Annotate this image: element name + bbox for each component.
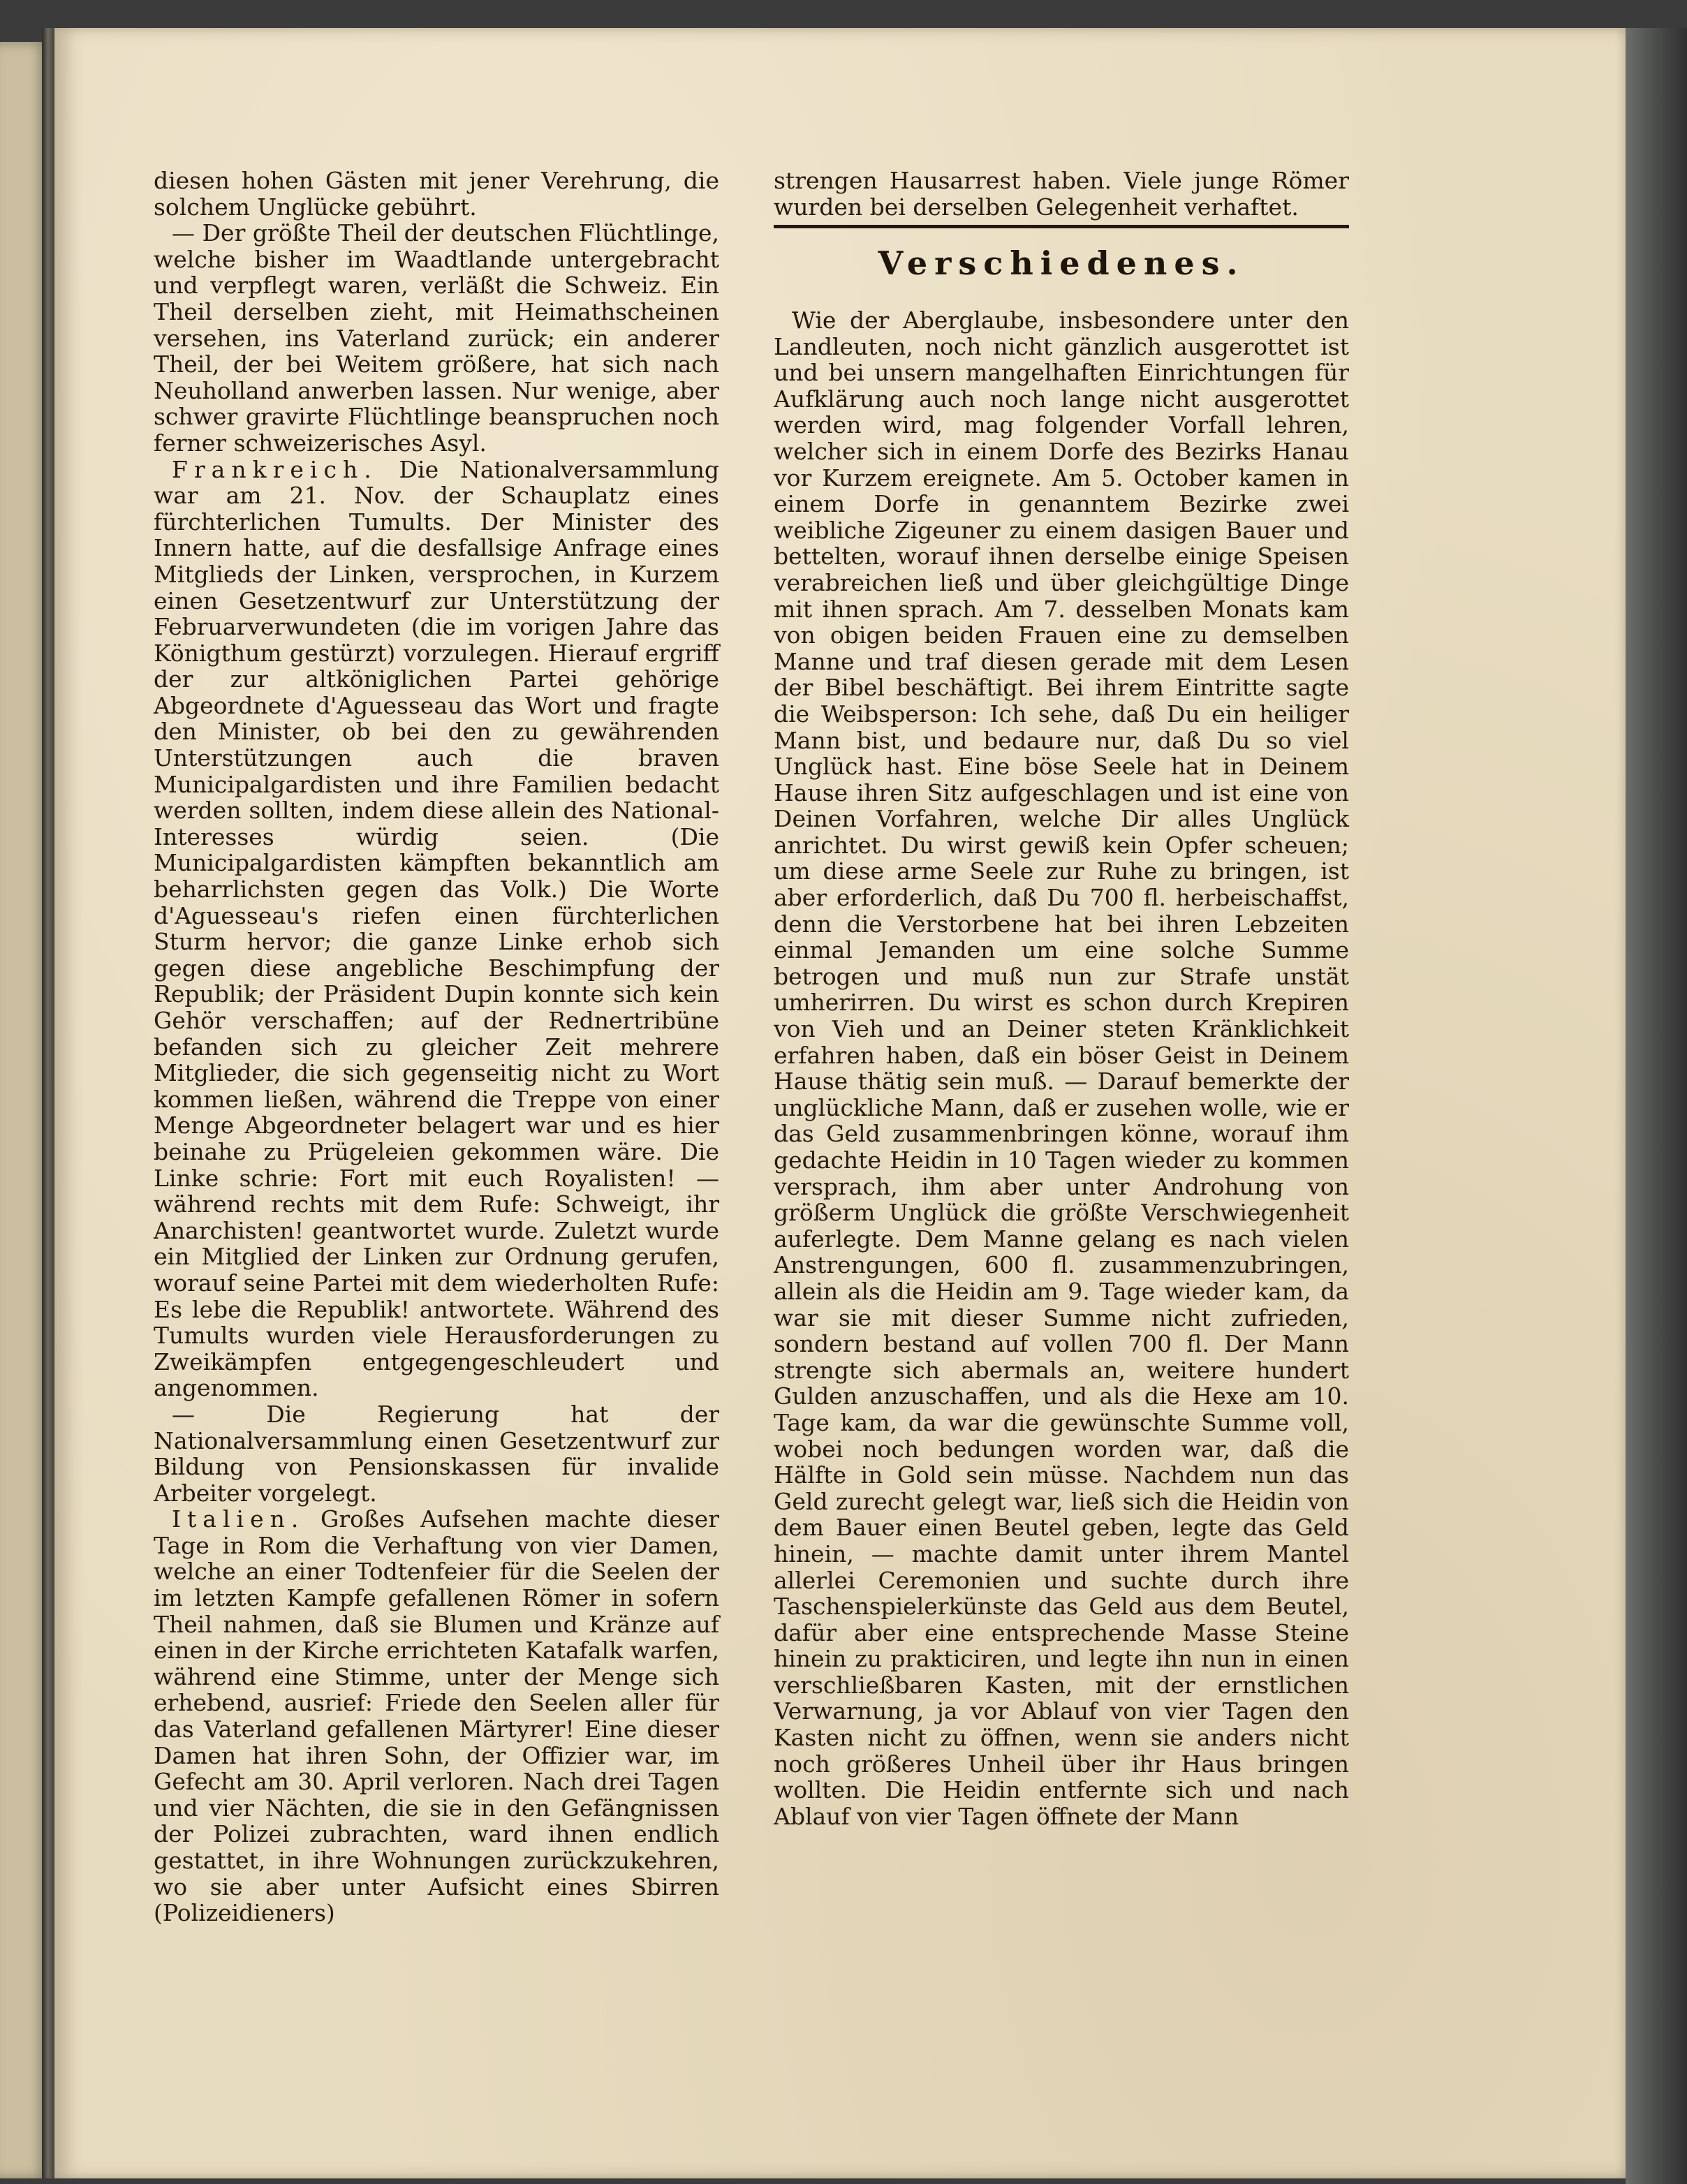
paragraph: strengen Hausarrest haben. Viele junge Römer wurden bei derselben Gelegenheit verhaftet. <box>774 167 1349 221</box>
book-cover-edge <box>1626 28 1687 2184</box>
paragraph: diesen hohen Gästen mit jener Verehrung, die solchem Unglücke gebührt. <box>154 167 719 221</box>
country-lead: Italien. <box>172 1505 305 1533</box>
left-text-column <box>154 168 719 1926</box>
paragraph-italien: Italien. Großes Aufsehen machte dieser Tage in Rom die Verhaftung von vier Damen, welche an einer Todtenfeier für die Seelen der im letzten Kampfe gefallenen Römer in sofern Theil nahmen, daß sie Blumen und Kränze auf einen in der Kirche errichteten Katafalk warfen, während eine Stimme, unter der Menge sich erhebend, ausrief: Friede den Seelen aller für das Vaterland gefallenen Märtyrer! Eine dieser Damen hat ihren Sohn, der Offizier war, im Gefecht am 30. April verloren. Nach drei Tagen und vier Nächten, die sie in den Gefängnissen der Polizei zubrachten, ward ihnen endlich gestattet, in ihre Wohnungen zurückzukehren, wo sie aber unter Aufsicht eines Sbirren (Polizeidieners) <box>154 1505 719 1927</box>
paragraph: Wie der Aberglaube, insbesondere unter den Landleuten, noch nicht gänzlich ausgerottet ist und bei unsern mangelhaften Einrichtungen für Aufklärung auch noch lange nicht ausgerottet werden wird, mag folgender Vorfall lehren, welcher sich in einem Dorfe des Bezirks Hanau vor Kurzem ereignete. Am 5. October kamen in einem Dorfe in genanntem Bezirke zwei weibliche Zigeuner zu einem dasigen Bauer und bettelten, worauf ihnen derselbe einige Speisen verabreichen ließ und über gleichgültige Dinge mit ihnen sprach. Am 7. desselben Monats kam von obigen beiden Frauen eine zu demselben Manne und traf diesen gerade mit dem Lesen der Bibel beschäftigt. Bei ihrem Eintritte sagte die Weibsperson: Ich sehe, daß Du ein heiliger Mann bist, und bedaure nur, daß Du so viel Unglück hast. Eine böse Seele hat in Deinem Hause ihren Sitz aufgeschlagen und ist eine von Deinen Vorfahren, welche Dir alles Unglück anrichtet. Du wirst gewiß kein Opfer scheuen; um diese arme Seele zur Ruhe zu bringen, ist aber erforderlich, daß Du 700 fl. herbeischaffst, denn die Verstorbene hat bei ihren Lebzeiten einmal Jemanden um eine solche Summe betrogen und muß nun zur Strafe unstät umherirren. Du wirst es schon durch Krepiren von Vieh und an Deiner steten Kränklichkeit erfahren haben, daß ein böser Geist in Deinem Hause thätig sein muß. — Darauf bemerkte der unglückliche Mann, daß er zusehen wolle, wie er das Geld zusammenbringen könne, worauf ihm gedachte Heidin in 10 Tagen wieder zu kommen versprach, ihm aber unter Androhung von größerm Unglück die größte Verschwiegenheit auferlegte. Dem Manne gelang es nach vielen Anstrengungen, 600 fl. zusammenzubringen, allein als die Heidin am 9. Tage wieder kam, da war sie mit dieser Summe nicht zufrieden, sondern bestand auf vollen 700 fl. Der Mann strengte sich abermals an, weitere hundert Gulden anzuschaffen, und als die Hexe am 10. Tage kam, da war die gewünschte Summe voll, wobei noch bedungen worden war, daß die Hälfte in Gold sein müsse. Nachdem nun das Geld zurecht gelegt war, ließ sich die Heidin von dem Bauer einen Beutel geben, legte das Geld hinein, — machte damit unter ihrem Mantel allerlei Ceremonien und suchte durch ihre Taschenspielerkünste das Geld aus dem Beutel, dafür aber eine entsprechende Masse Steine hinein zu prakticiren, und legte ihn nun in einen verschließbaren Kasten, mit der ernstlichen Verwarnung, ja vor Ablauf von vier Tagen den Kasten nicht zu öffnen, wenn sie anders nicht noch größeres Unheil über ihr Haus bringen wollten. Die Heidin entfernte sich und nach Ablauf von vier Tagen öffnete der Mann <box>774 307 1349 1830</box>
right-text-column-top <box>774 168 1349 220</box>
paragraph: — Die Regierung hat der Nationalversammlung einen Gesetzentwurf zur Bildung von Pensionskassen für invalide Arbeiter vorgelegt. <box>154 1400 719 1507</box>
paragraph-frankreich: Frankreich. Die Nationalversammlung war am 21. Nov. der Schauplatz eines fürchterlichen Tumults. Der Minister des Innern hatte, auf die desfallsige Anfrage eines Mitglieds der Linken, versprochen, in Kurzem einen Gesetzentwurf zur Unterstützung der Februarverwundeten (die im vorigen Jahre das Königthum gestürzt) vorzulegen. Hierauf ergriff der zur altköniglichen Partei gehörige Abgeordnete d'Aguesseau das Wort und fragte den Minister, ob bei den zu gewährenden Unterstützungen auch die braven Municipalgardisten und ihre Familien bedacht werden sollten, indem diese allein des National-Interesses würdig seien. (Die Municipalgardisten kämpften bekanntlich am beharrlichsten gegen das Volk.) Die Worte d'Aguesseau's riefen einen fürchterlichen Sturm hervor; die ganze Linke erhob sich gegen diese angebliche Beschimpfung der Republik; der Präsident Dupin konnte sich kein Gehör verschaffen; auf der Rednertribüne befanden sich zu gleicher Zeit mehrere Mitglieder, die sich gegenseitig nicht zu Wort kommen ließen, während die Treppe von einer Menge Abgeordneter belagert war und es hier beinahe zu Prügeleien gekommen wäre. Die Linke schrie: Fort mit euch Royalisten! — während rechts mit dem Rufe: Schweigt, ihr Anarchisten! geantwortet wurde. Zuletzt wurde ein Mitglied der Linken zur Ordnung gerufen, worauf seine Partei mit dem wiederholten Rufe: Es lebe die Republik! antwortete. Während des Tumults wurden viele Herausforderungen zu Zweikämpfen entgegengeschleudert und angenommen. <box>154 455 719 1402</box>
country-lead: Frankreich. <box>172 455 378 483</box>
section-heading: Verschiedenes. <box>878 244 1245 282</box>
right-text-column-body <box>774 307 1349 1829</box>
section-divider <box>774 225 1349 228</box>
paragraph: — Der größte Theil der deutschen Flüchtlinge, welche bisher im Waadtlande untergebracht und verpflegt waren, verläßt die Schweiz. Ein Theil derselben zieht, mit Heimathscheinen versehen, ins Vaterland zurück; ein anderer Theil, der bei Weitem größere, hat sich nach Neuholland anwerben lassen. Nur wenige, aber schwer gravirte Flüchtlinge beanspruchen noch ferner schweizerisches Asyl. <box>154 219 719 457</box>
